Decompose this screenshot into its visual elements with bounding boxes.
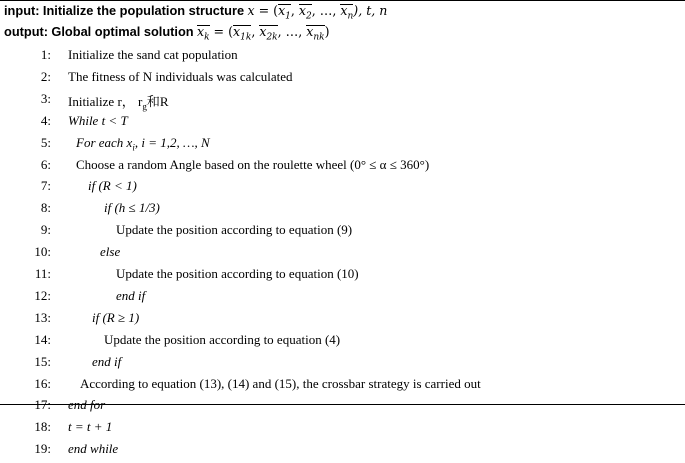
line-text: Update the position according to equation (9) — [116, 222, 353, 238]
input-description: Initialize the population structure — [42, 3, 245, 18]
top-rule — [0, 0, 685, 1]
line-number: 7: — [40, 178, 51, 194]
line-text: end for — [68, 397, 106, 413]
line-number: 10: — [34, 244, 51, 260]
output-row — [4, 24, 330, 43]
algorithm-line — [0, 288, 685, 310]
algorithm-line — [0, 222, 685, 244]
line-text: end if — [92, 353, 122, 369]
algorithm-line — [0, 310, 685, 332]
algorithm-line — [0, 113, 685, 135]
line-number: 16: — [34, 375, 51, 391]
algorithm-line — [0, 354, 685, 376]
line-number: 3: — [40, 90, 51, 106]
algorithm-line — [0, 332, 685, 354]
output-formula: $x_k = (x_{1k}$, $x_{2k}$, …, $x_{nk}$) — [196, 24, 330, 43]
line-text: else — [100, 244, 121, 260]
line-number: 15: — [34, 353, 51, 369]
line-text: Initialize the sand cat population — [68, 47, 238, 62]
line-number: 14: — [34, 331, 51, 347]
line-text: Update the position according to equation (10) — [116, 266, 359, 281]
bottom-rule — [0, 404, 685, 405]
line-number: 18: — [34, 419, 51, 435]
line-text: if (R < 1) — [88, 178, 137, 194]
line-number: 11: — [34, 266, 51, 281]
algorithm-line — [0, 178, 685, 200]
line-text: if (R ≥ 1) — [92, 309, 140, 325]
line-text: end if — [116, 287, 146, 303]
line-number: 19: — [34, 441, 51, 457]
algorithm-line — [0, 244, 685, 266]
line-number: 2: — [40, 68, 51, 84]
algorithm-line — [0, 376, 685, 398]
algorithm-line — [0, 419, 685, 441]
line-text: end while — [68, 441, 119, 457]
line-number: 1: — [40, 47, 51, 62]
line-number: 17: — [34, 397, 51, 413]
line-text: Choose a random Angle based on the roulette wheel (0° ≤ α ≤ 360°) — [76, 156, 430, 172]
line-number: 9: — [40, 222, 51, 238]
line-number: 4: — [40, 112, 51, 128]
output-description: Global optimal solution — [51, 24, 194, 39]
line-text: According to equation (13), (14) and (15), the crossbar strategy is carried out — [80, 375, 481, 391]
line-number: 13: — [34, 309, 51, 325]
algorithm-line — [0, 397, 685, 419]
input-row — [4, 3, 387, 22]
algorithm-line — [0, 135, 685, 157]
line-number: 6: — [40, 156, 51, 172]
line-text: Initialize r， $r_g$和R — [68, 93, 169, 112]
input-keyword: input: — [4, 3, 40, 18]
algorithm-line — [0, 69, 685, 91]
line-number: 8: — [40, 200, 51, 216]
line-text: For each $x_i$, i = 1,2, …, N — [76, 134, 210, 153]
line-text: While t < T — [68, 112, 128, 128]
algorithm-line — [0, 266, 685, 288]
algorithm-line — [0, 200, 685, 222]
algorithm-line — [0, 157, 685, 179]
line-text: if (h ≤ 1/3) — [104, 200, 160, 216]
input-formula: → $x = (x_1$, $x_2$, …, $x_n$), t, n — [247, 3, 387, 18]
algorithm-line — [0, 47, 685, 69]
line-number: 5: — [40, 134, 51, 150]
algorithm-line — [0, 441, 685, 463]
line-text: Update the position according to equation (4) — [104, 331, 341, 347]
line-text: The fitness of N individuals was calculated — [68, 68, 293, 84]
line-number: 12: — [34, 287, 51, 303]
output-keyword: output: — [4, 24, 49, 39]
line-text: t = t + 1 — [68, 419, 113, 435]
algorithm-line — [0, 91, 685, 113]
